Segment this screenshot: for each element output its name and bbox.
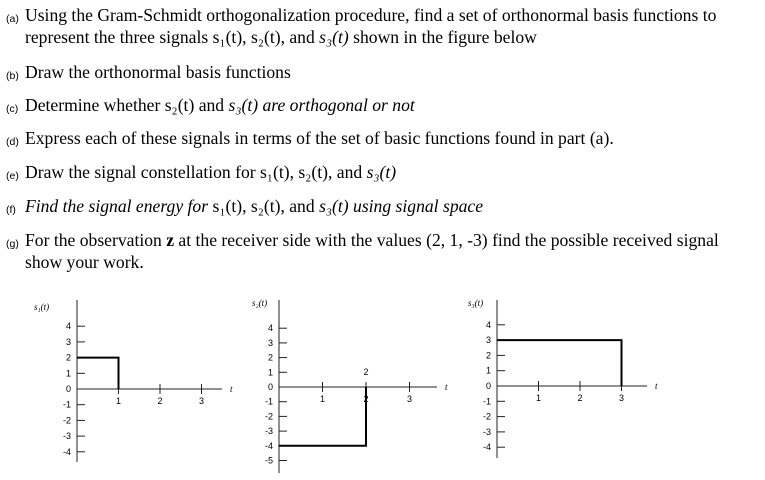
y-tick-label: -3 <box>264 426 273 437</box>
x-axis-label: t <box>655 381 658 391</box>
y-tick-label: 2 <box>485 350 491 361</box>
y-tick-label: -3 <box>62 431 71 442</box>
question-text: Express each of these signals in terms of the set of basic functions found in part (a). <box>25 128 614 148</box>
y-axis-label: s₂(t) <box>252 298 268 308</box>
question-text: Determine whether s₂(t) and s₃(t) are orthogonal or not <box>25 95 415 115</box>
x-tick-label: 1 <box>319 394 326 404</box>
question-text: For the observation z at the receiver side with the values (2, 1, -3) find the possible received signal show your work. <box>25 230 719 272</box>
question-label: (f) <box>6 204 16 216</box>
y-tick-label: 1 <box>267 367 273 378</box>
y-tick-label: -1 <box>264 396 273 407</box>
y-tick-label: -4 <box>482 442 491 453</box>
x-tick-label: 1 <box>535 393 542 403</box>
y-tick-label: -1 <box>62 399 71 410</box>
y-tick-label: 0 <box>267 382 273 392</box>
x-tick-label: 3 <box>618 393 625 403</box>
y-tick-label: -4 <box>264 440 273 451</box>
signal-trace <box>497 340 622 386</box>
y-tick-label: -5 <box>264 455 273 466</box>
question-label: (e) <box>6 170 19 182</box>
y-tick-label: -3 <box>482 426 491 437</box>
question-label: (d) <box>6 136 19 148</box>
x-tick-label: 2 <box>157 396 163 406</box>
question-text: Using the Gram-Schmidt orthogonalization procedure, find a set of orthonormal basis functions to represent the three signals s₁(t), s₂(t), and s₃(t) shown in the figure below <box>25 5 717 47</box>
y-tick-label: 0 <box>65 384 71 394</box>
x-tick-label: 3 <box>406 394 413 404</box>
plot-annotation: 2 <box>363 367 369 377</box>
y-tick-label: 1 <box>485 365 491 376</box>
x-axis-label: t <box>445 382 448 392</box>
y-tick-label: -2 <box>62 415 71 426</box>
question-label: (b) <box>6 70 19 82</box>
y-tick-label: 2 <box>65 352 71 363</box>
x-tick-label: 2 <box>363 394 369 404</box>
y-tick-label: 3 <box>65 336 71 347</box>
y-tick-label: 2 <box>267 352 273 363</box>
question-text: Draw the signal constellation for s₁(t), s₂(t), and s₃(t) <box>25 162 397 182</box>
x-tick-label: 3 <box>198 396 205 406</box>
y-tick-label: -2 <box>482 411 491 422</box>
question-label: (c) <box>6 103 19 115</box>
y-axis-label: s₃(t) <box>468 298 484 308</box>
question-label: (g) <box>6 238 19 250</box>
y-tick-label: 4 <box>485 319 491 330</box>
y-tick-label: 4 <box>267 323 273 334</box>
y-tick-label: 3 <box>485 335 491 346</box>
question-text: Find the signal energy for s₁(t), s₂(t), and s₃(t) using signal space <box>25 196 484 216</box>
y-tick-label: 0 <box>485 381 491 391</box>
x-tick-label: 2 <box>577 393 583 403</box>
y-tick-label: -1 <box>482 396 491 407</box>
y-tick-label: 1 <box>65 368 71 379</box>
x-tick-label: 1 <box>115 396 122 406</box>
y-tick-label: 3 <box>267 337 273 348</box>
question-label: (a) <box>6 13 19 25</box>
y-tick-label: 4 <box>65 321 71 332</box>
y-tick-label: -2 <box>264 411 273 422</box>
y-axis-label: s₁(t) <box>34 302 50 312</box>
y-tick-label: -4 <box>62 446 71 457</box>
x-axis-label: t <box>230 384 233 394</box>
question-text: Draw the orthonormal basis functions <box>25 62 291 82</box>
